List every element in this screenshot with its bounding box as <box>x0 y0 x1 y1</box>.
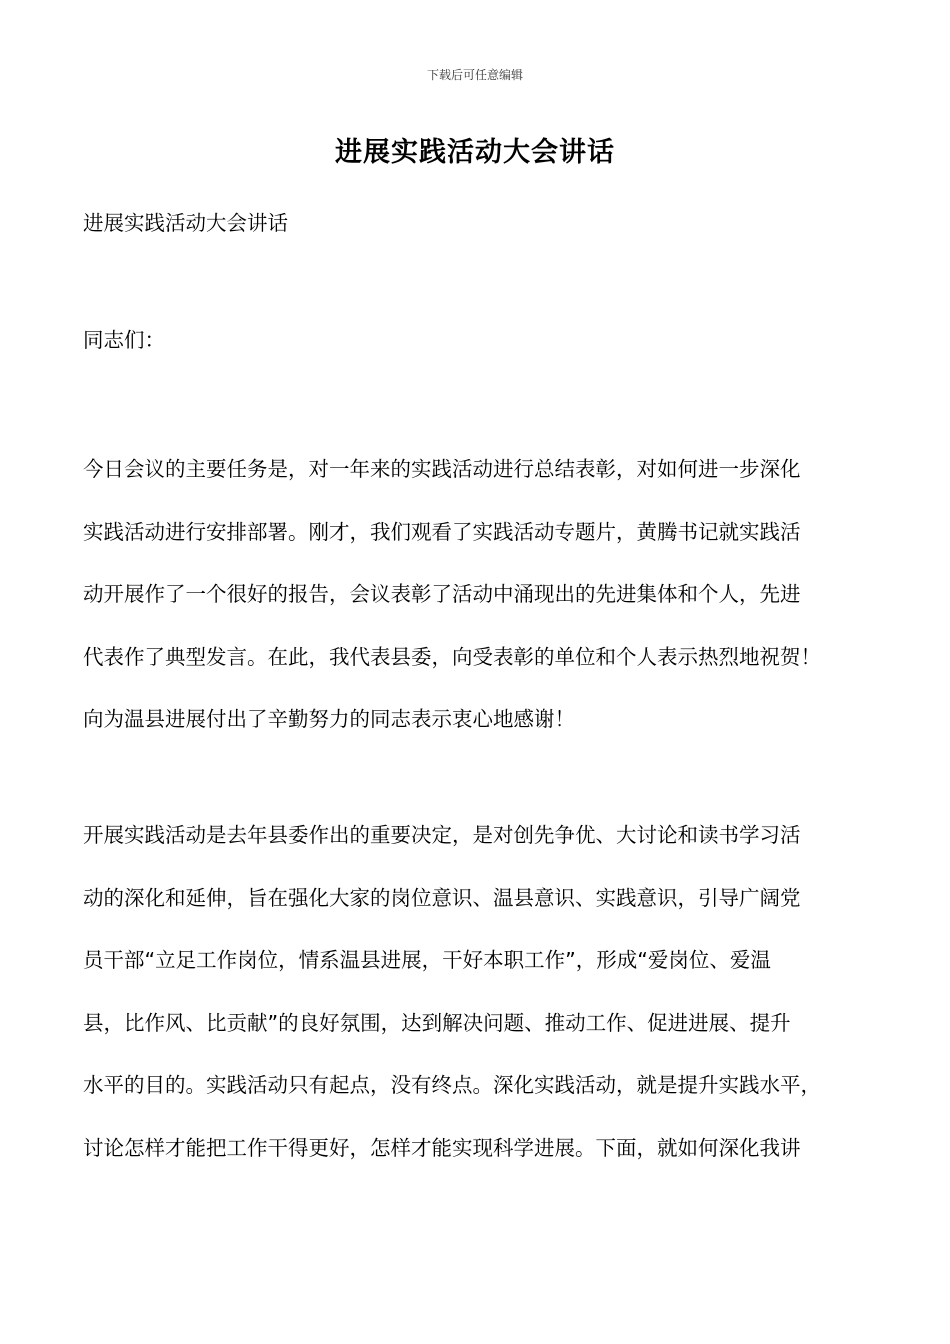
paragraph-line: 代表作了典型发言。在此，我代表县委，向受表彰的单位和个人表示热烈地祝贺！ <box>83 644 821 669</box>
document-title: 进展实践活动大会讲话 <box>335 137 615 168</box>
paragraph-line: 今日会议的主要任务是，对一年来的实践活动进行总结表彰，对如何进一步深化 <box>83 457 801 481</box>
paragraph-1 <box>83 438 883 751</box>
paragraph-line: 员干部“立足工作岗位，情系温县进展，干好本职工作”，形成“爱岗位、爱温 <box>83 948 771 972</box>
paragraph-line: 县，比作风、比贡献”的良好氛围，达到解决问题、推动工作、促进进展、提升 <box>83 1010 791 1035</box>
paragraph-line: 水平的目的。实践活动只有起点，没有终点。深化实践活动，就是提升实践水平， <box>83 1073 821 1097</box>
paragraph-2 <box>83 804 883 1179</box>
paragraph-line: 向为温县进展付出了辛勤努力的同志表示衷心地感谢！ <box>83 707 575 731</box>
paragraph-line: 实践活动进行安排部署。刚才，我们观看了实践活动专题片，黄腾书记就实践活 <box>83 519 801 544</box>
paragraph-line: 讨论怎样才能把工作干得更好，怎样才能实现科学进展。下面，就如何深化我讲 <box>83 1135 801 1160</box>
salutation: 同志们： <box>83 328 165 352</box>
paragraph-line: 开展实践活动是去年县委作出的重要决定，是对创先争优、大讨论和读书学习活 <box>83 823 801 847</box>
header-note: 下载后可任意编辑 <box>426 68 523 82</box>
paragraph-line: 动的深化和延伸，旨在强化大家的岗位意识、温县意识、实践意识，引导广阔党 <box>83 885 801 910</box>
document-subtitle: 进展实践活动大会讲话 <box>83 211 288 235</box>
paragraph-line: 动开展作了一个很好的报告，会议表彰了活动中涌现出的先进集体和个人，先进 <box>83 582 801 606</box>
